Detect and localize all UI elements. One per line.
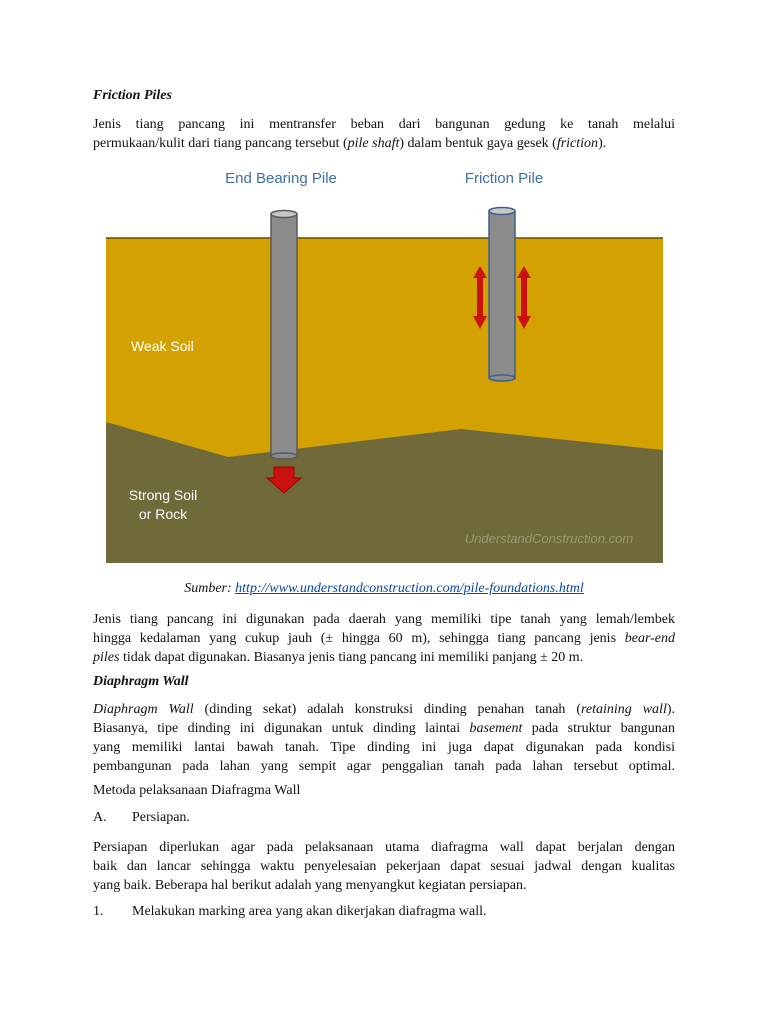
body-line-1: Jenis tiang pancang ini digunakan pada daerah yang memiliki tipe tanah yang lemah/lembek [93,612,675,627]
intro-line-2: permukaan/kulit dari tiang pancang tersebut (pile shaft) dalam bentuk gaya gesek (friction). [93,136,607,151]
body-line-2: hingga kedalaman yang cukup jauh (± hingga 60 m), sehingga tiang pancang jenis bear-end [93,631,675,646]
dw-line-3: yang memiliki lantai bawah tanah. Tipe dinding ini juga dapat digunakan pada kondisi [93,740,675,755]
label-weak-soil: Weak Soil [131,338,194,354]
list-item-a-number: A. [93,810,107,825]
friction-pile-description [93,610,675,667]
body-line-3: piles tidak dapat digunakan. Biasanya jenis tiang pancang ini memiliki panjang ± 20 m. [93,650,584,665]
list-item-a [93,810,190,826]
label-strong-soil: Strong Soil [128,487,198,503]
caption-prefix: Sumber: [184,581,236,596]
list-item-a-text: Persiapan. [132,810,190,825]
list-item-1 [93,904,487,920]
list-item-1-text: Melakukan marking area yang akan dikerjakan diafragma wall. [132,904,487,919]
intro-paragraph [93,115,675,153]
intro-line-1: Jenis tiang pancang ini mentransfer beban dari bangunan gedung ke tanah melalui [93,117,675,132]
friction-pile [489,208,515,382]
section-heading-diaphragm-wall: Diaphragm Wall [93,674,189,689]
pile-diagram [93,160,675,573]
prep-line-3: yang baik. Beberapa hal berikut adalah yang menyangkut kegiatan persiapan. [93,878,527,893]
method-title: Metoda pelaksanaan Diafragma Wall [93,783,301,798]
watermark: UnderstandConstruction.com [464,531,634,546]
label-friction-pile: Friction Pile [464,170,544,187]
dw-line-1: Diaphragm Wall (dinding sekat) adalah konstruksi dinding penahan tanah (retaining wall). [93,702,676,717]
preparation-paragraph [93,838,675,895]
list-item-1-number: 1. [93,904,104,919]
figure-caption [93,581,675,597]
end-bearing-pile [271,211,297,460]
label-or-rock: or Rock [138,506,188,522]
prep-line-2: baik dan lancar sehingga waktu penyelesaian pekerjaan dapat sesuai jadwal dengan kualitas [93,859,675,874]
section-heading-friction-piles: Friction Piles [93,88,172,103]
label-end-bearing-pile: End Bearing Pile [225,170,337,187]
dw-line-2: Biasanya, tipe dinding ini digunakan untuk dinding laintai basement pada struktur bangunan [93,721,675,736]
source-link[interactable]: http://www.understandconstruction.com/pile-foundations.html [235,581,584,596]
pile-diagram-svg [93,160,675,568]
dw-line-4: pembangunan pada lahan yang sempit agar penggalian tanah pada lahan tersebut optimal. [93,759,675,774]
prep-line-1: Persiapan diperlukan agar pada pelaksanaan utama diafragma wall dapat berjalan dengan [93,840,675,855]
diaphragm-wall-paragraph [93,700,675,776]
